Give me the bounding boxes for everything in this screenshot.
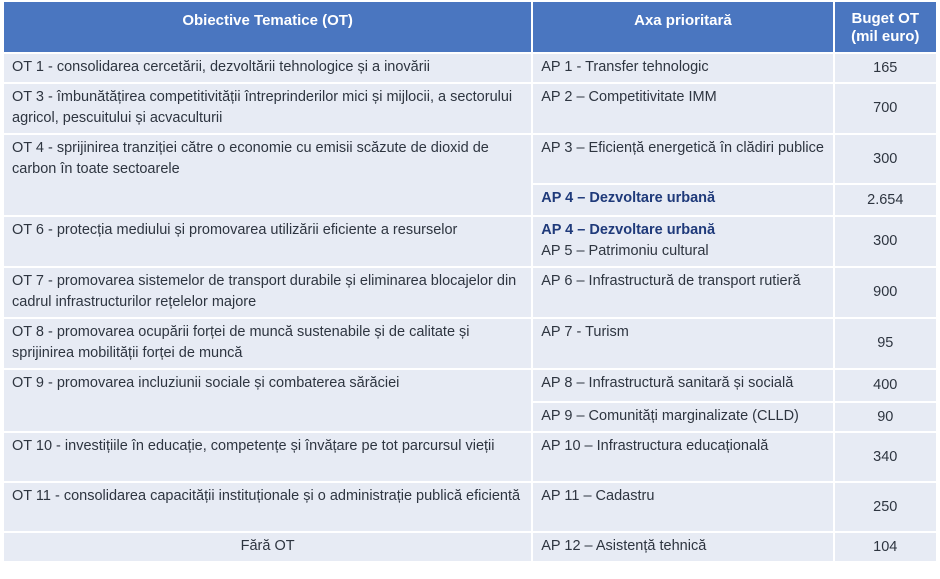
ap-cell: AP 11 – Cadastru (533, 483, 832, 531)
budget-cell: 900 (835, 268, 936, 317)
header-budget (835, 2, 936, 52)
header-budget-line2: (mil euro) (851, 28, 920, 45)
header-budget-line1: Buget OT (851, 10, 920, 27)
ot-cell: OT 1 - consolidarea cercetării, dezvoltării tehnologice și a inovării (4, 54, 531, 82)
ot-cell: OT 6 - protecția mediului și promovarea utilizării eficiente a resurselor (4, 217, 531, 266)
budget-cell: 700 (835, 84, 936, 133)
header-priority-axis: Axa prioritară (533, 2, 832, 52)
table-row (4, 370, 936, 401)
ot-cell: Fără OT (4, 533, 531, 561)
table-row (4, 54, 936, 82)
ap-cell: AP 2 – Competitivitate IMM (533, 84, 832, 133)
ot-cell: OT 7 - promovarea sistemelor de transport durabile și eliminarea blocajelor din cadrul infrastructurilor rețelelor majore (4, 268, 531, 317)
budget-cell: 300 (835, 217, 936, 266)
budget-cell: 104 (835, 533, 936, 561)
budget-cell: 400 (835, 370, 936, 401)
ap-cell (533, 217, 832, 266)
ap-cell: AP 12 – Asistență tehnică (533, 533, 832, 561)
budget-cell: 165 (835, 54, 936, 82)
ap-line-bold: AP 4 – Dezvoltare urbană (541, 222, 716, 238)
ot-cell: OT 4 - sprijinirea tranziției către o economie cu emisii scăzute de dioxid de carbon în toate sectoarele (4, 135, 531, 215)
budget-cell: 90 (835, 403, 936, 431)
ot-cell: OT 10 - investițiile în educație, competențe și învățare pe tot parcursul vieții (4, 433, 531, 481)
ap-cell: AP 8 – Infrastructură sanitară și socială (533, 370, 832, 401)
ap-line: AP 5 – Patrimoniu cultural (541, 243, 709, 259)
ap-cell: AP 4 – Dezvoltare urbană (533, 185, 832, 215)
table-row (4, 217, 936, 266)
table-row (4, 433, 936, 481)
ap-cell: AP 9 – Comunități marginalizate (CLLD) (533, 403, 832, 431)
table-row (4, 533, 936, 561)
ap-cell: AP 6 – Infrastructură de transport rutieră (533, 268, 832, 317)
table-row (4, 135, 936, 183)
budget-cell: 300 (835, 135, 936, 183)
ap-cell: AP 1 - Transfer tehnologic (533, 54, 832, 82)
budget-cell: 340 (835, 433, 936, 481)
ot-cell: OT 3 - îmbunătățirea competitivității întreprinderilor mici și mijlocii, a sectorului agricol, pescuitului și acvaculturii (4, 84, 531, 133)
ap-cell: AP 3 – Eficiență energetică în clădiri publice (533, 135, 832, 183)
table-row (4, 319, 936, 368)
table-header-row (4, 2, 936, 52)
allocation-table (2, 0, 938, 563)
table-row (4, 483, 936, 531)
budget-cell: 250 (835, 483, 936, 531)
header-thematic-objectives: Obiective Tematice (OT) (4, 2, 531, 52)
ot-cell: OT 8 - promovarea ocupării forței de muncă sustenabile și de calitate și sprijinirea mobilității forței de muncă (4, 319, 531, 368)
ap-cell: AP 10 – Infrastructura educațională (533, 433, 832, 481)
ot-cell: OT 9 - promovarea incluziunii sociale și combaterea sărăciei (4, 370, 531, 431)
table-row (4, 84, 936, 133)
budget-cell: 95 (835, 319, 936, 368)
ap-cell: AP 7 - Turism (533, 319, 832, 368)
budget-cell: 2.654 (835, 185, 936, 215)
ot-cell: OT 11 - consolidarea capacității instituționale și o administrație publică eficientă (4, 483, 531, 531)
table-row (4, 268, 936, 317)
